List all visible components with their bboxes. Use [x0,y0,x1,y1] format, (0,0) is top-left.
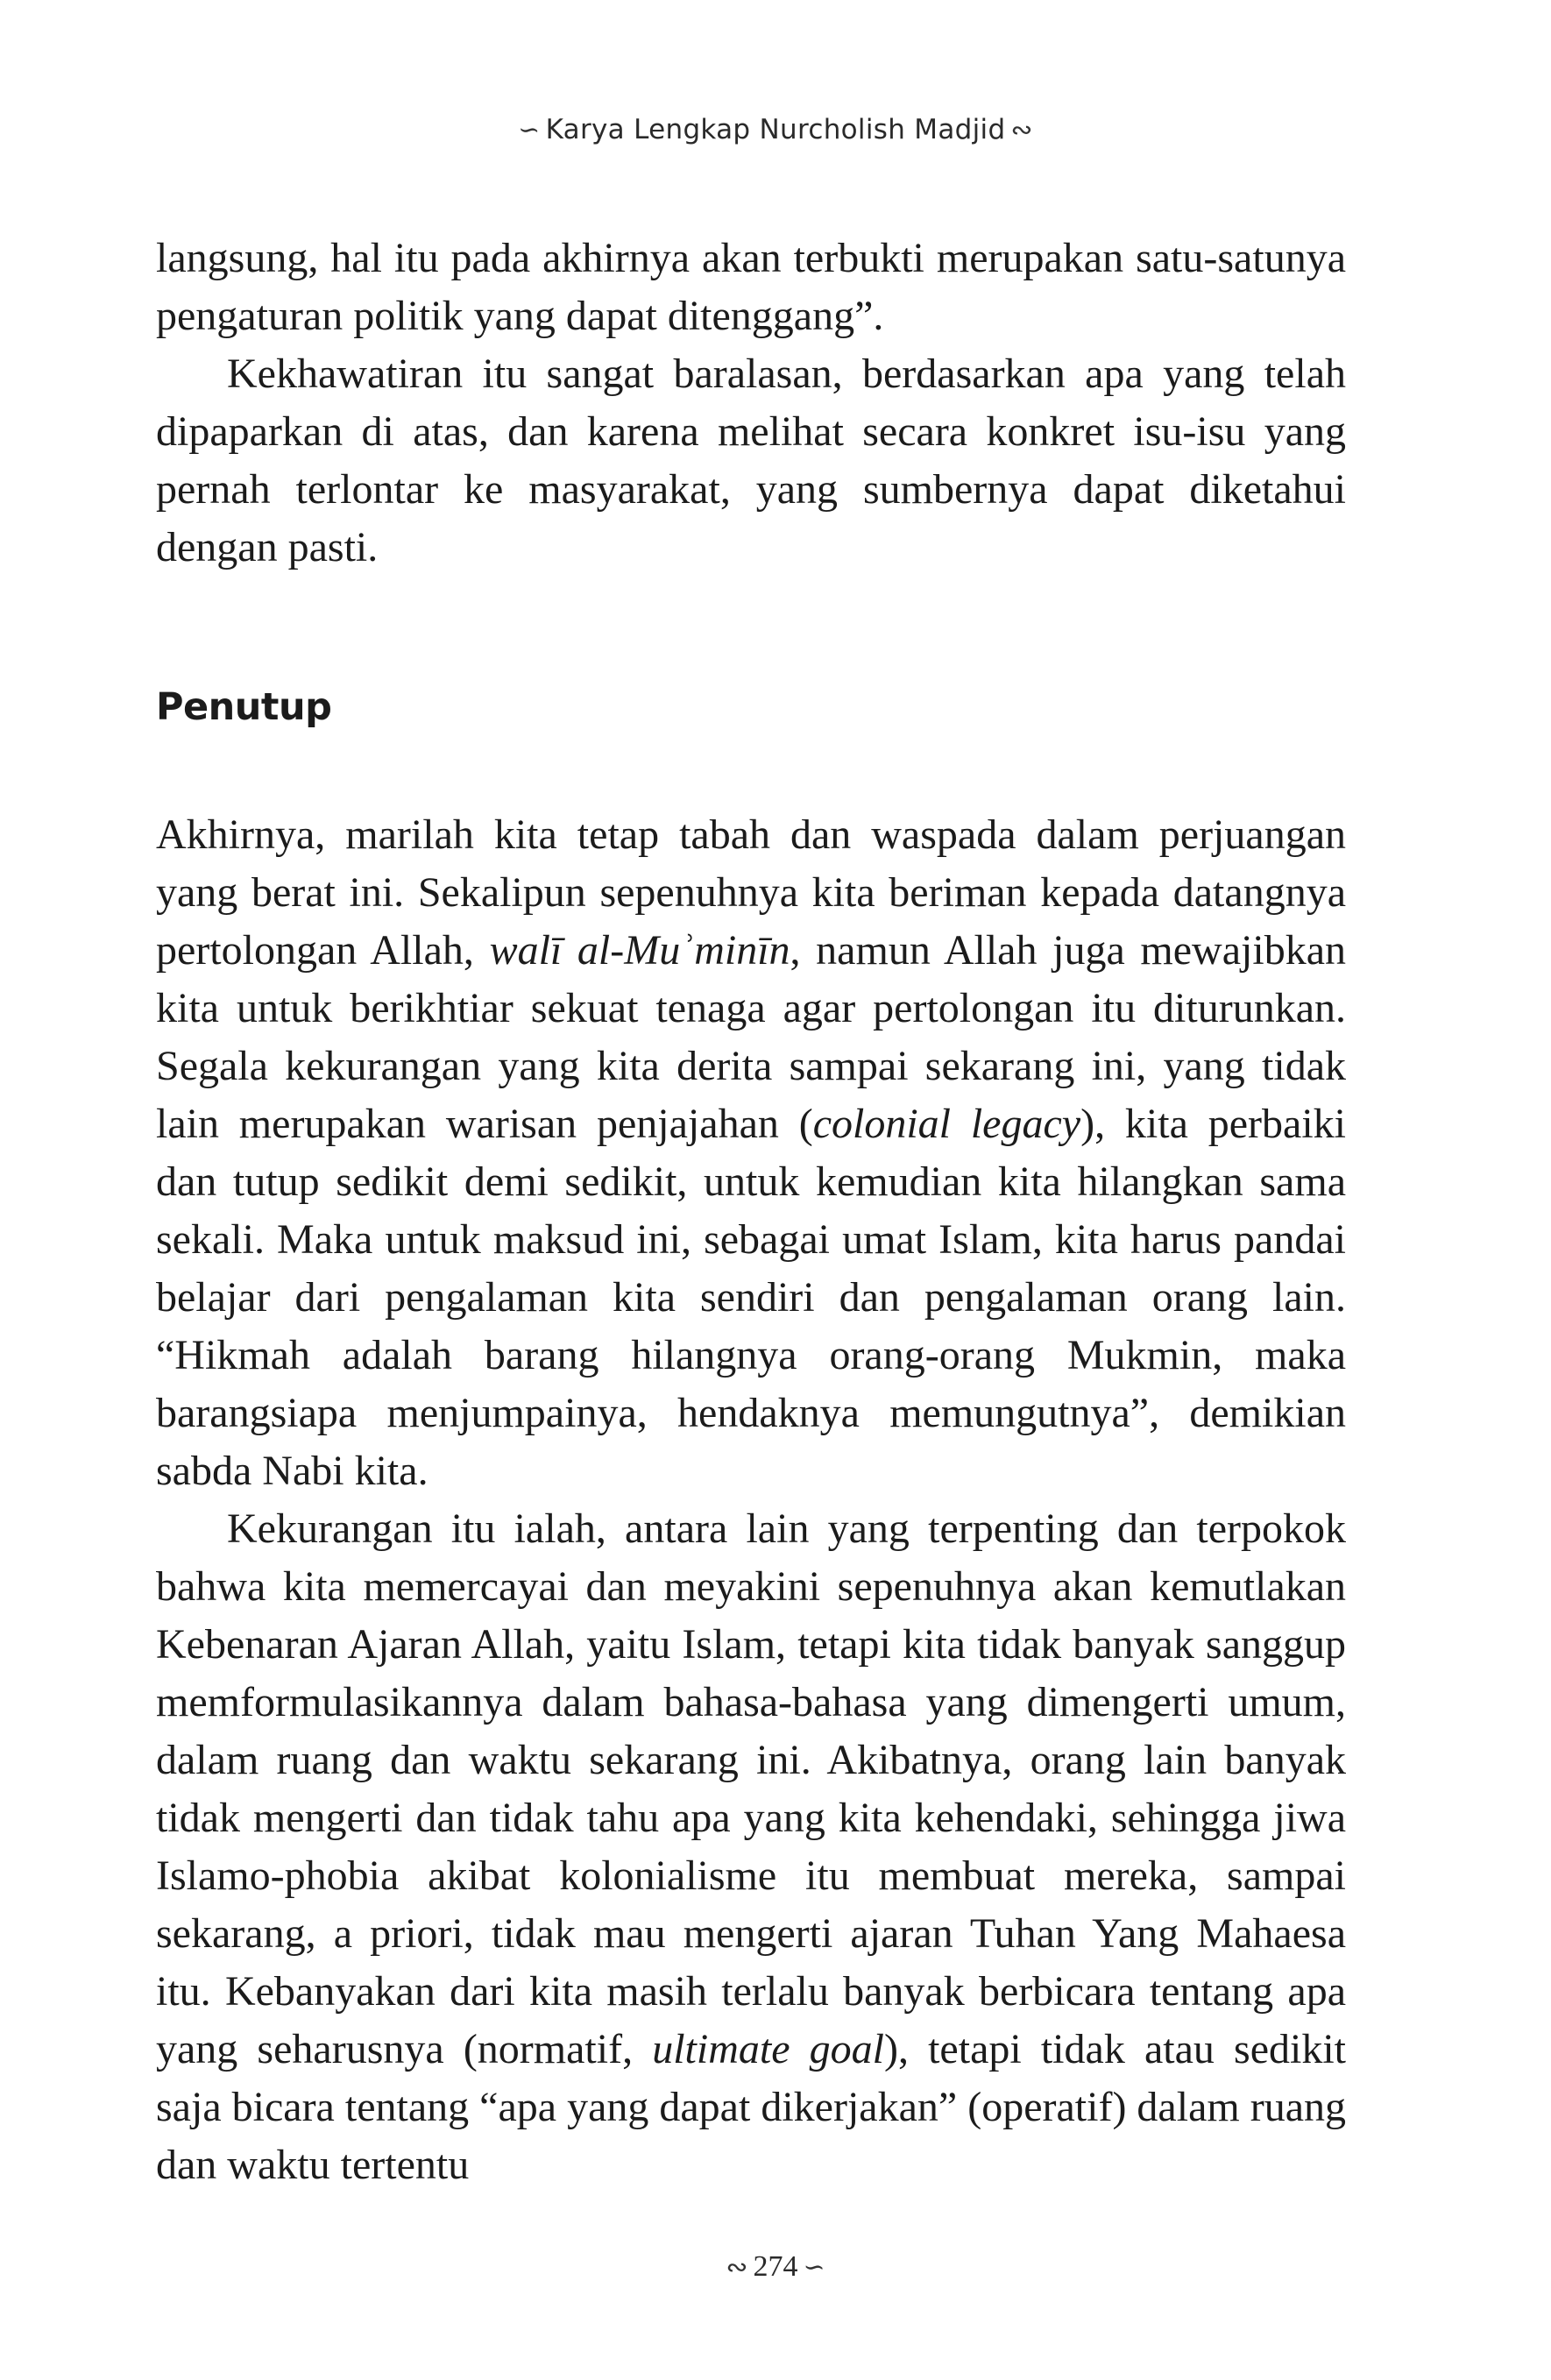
text-block-top [156,230,1346,577]
paragraph-akhirnya-text-a: Akhirnya, marilah kita tetap tabah dan waspada dalam perjuangan yang berat ini. Sekalipun sepenuhnya kita beriman kepada datangnya pertolongan Allah, [156,811,1346,974]
italic-term-wali: walī al-Muʾminīn [489,927,790,974]
paragraph-continued: langsung, hal itu pada akhirnya akan terbukti merupakan satu-satunya pengaturan politik yang dapat ditenggang”. [156,235,1346,339]
header-ornament-left: ∽ [518,115,541,145]
header-ornament-right: ∾ [1010,115,1033,145]
paragraph-akhirnya [156,806,1346,1500]
paragraph-kekurangan-text-a: Kekurangan itu ialah, antara lain yang terpenting dan terpokok bahwa kita memercayai dan meyakini sepenuhnya akan kemutlakan Kebenaran Ajaran Allah, yaitu Islam, tetapi kita tidak banyak sanggup memformulasikannya dalam bahasa-bahasa yang dimengerti umum, dalam ruang dan waktu sekarang ini. Akibatnya, orang lain banyak tidak mengerti dan tidak tahu apa yang kita kehendaki, sehingga jiwa Islamo-phobia akibat kolonialisme itu membuat mereka, sampai sekarang, a priori, tidak mau mengerti ajaran Tuhan Yang Mahaesa itu. Kebanyakan dari kita masih terlalu banyak berbicara tentang apa yang seharusnya (normatif, [156,1505,1346,2072]
running-header-title: Karya Lengkap Nurcholish Madjid [545,114,1006,145]
page-number: 274 [753,2250,798,2283]
footer-ornament-right: ∽ [803,2252,825,2283]
italic-term-colonial-legacy: colonial legacy [812,1101,1081,1147]
footer-ornament-left: ∾ [726,2252,748,2283]
running-header [0,114,1551,145]
paragraph-kekhawatiran: Kekhawatiran itu sangat baralasan, berdasarkan apa yang telah dipaparkan di atas, dan karena melihat secara konkret isu-isu yang pernah terlontar ke masyarakat, yang sumbernya dapat diketahui dengan pasti. [156,351,1346,570]
paragraph-kekurangan-text-c: ), tetapi tidak atau sedikit saja bicara tentang “apa yang dapat dikerjakan” (operatif) dalam ruang dan waktu tertentu [156,2026,1346,2188]
paragraph-akhirnya-text-e: ), kita perbaiki dan tutup sedikit demi sedikit, untuk kemudian kita hilangkan sama sekali. Maka untuk maksud ini, sebagai umat Islam, kita harus pandai belajar dari pengalaman kita sendiri dan pengalaman orang lain. “Hikmah adalah barang hilangnya orang-orang Mukmin, maka barangsiapa menjumpainya, hendaknya memungutnya”, demikian sabda Nabi kita. [156,1101,1347,1494]
italic-term-ultimate-goal: ultimate goal [652,2026,884,2072]
paragraph-akhirnya-text-c: , namun Allah juga mewajibkan kita untuk berikhtiar sekuat tenaga agar pertolongan itu diturunkan. Segala kekurangan yang kita derita sampai sekarang ini, yang tidak lain merupakan warisan penjajahan ( [156,927,1346,1147]
text-block-penutup [156,806,1346,2194]
page-footer [0,2250,1551,2284]
paragraph-kekurangan [156,1500,1346,2194]
section-heading: Penutup [156,685,332,729]
